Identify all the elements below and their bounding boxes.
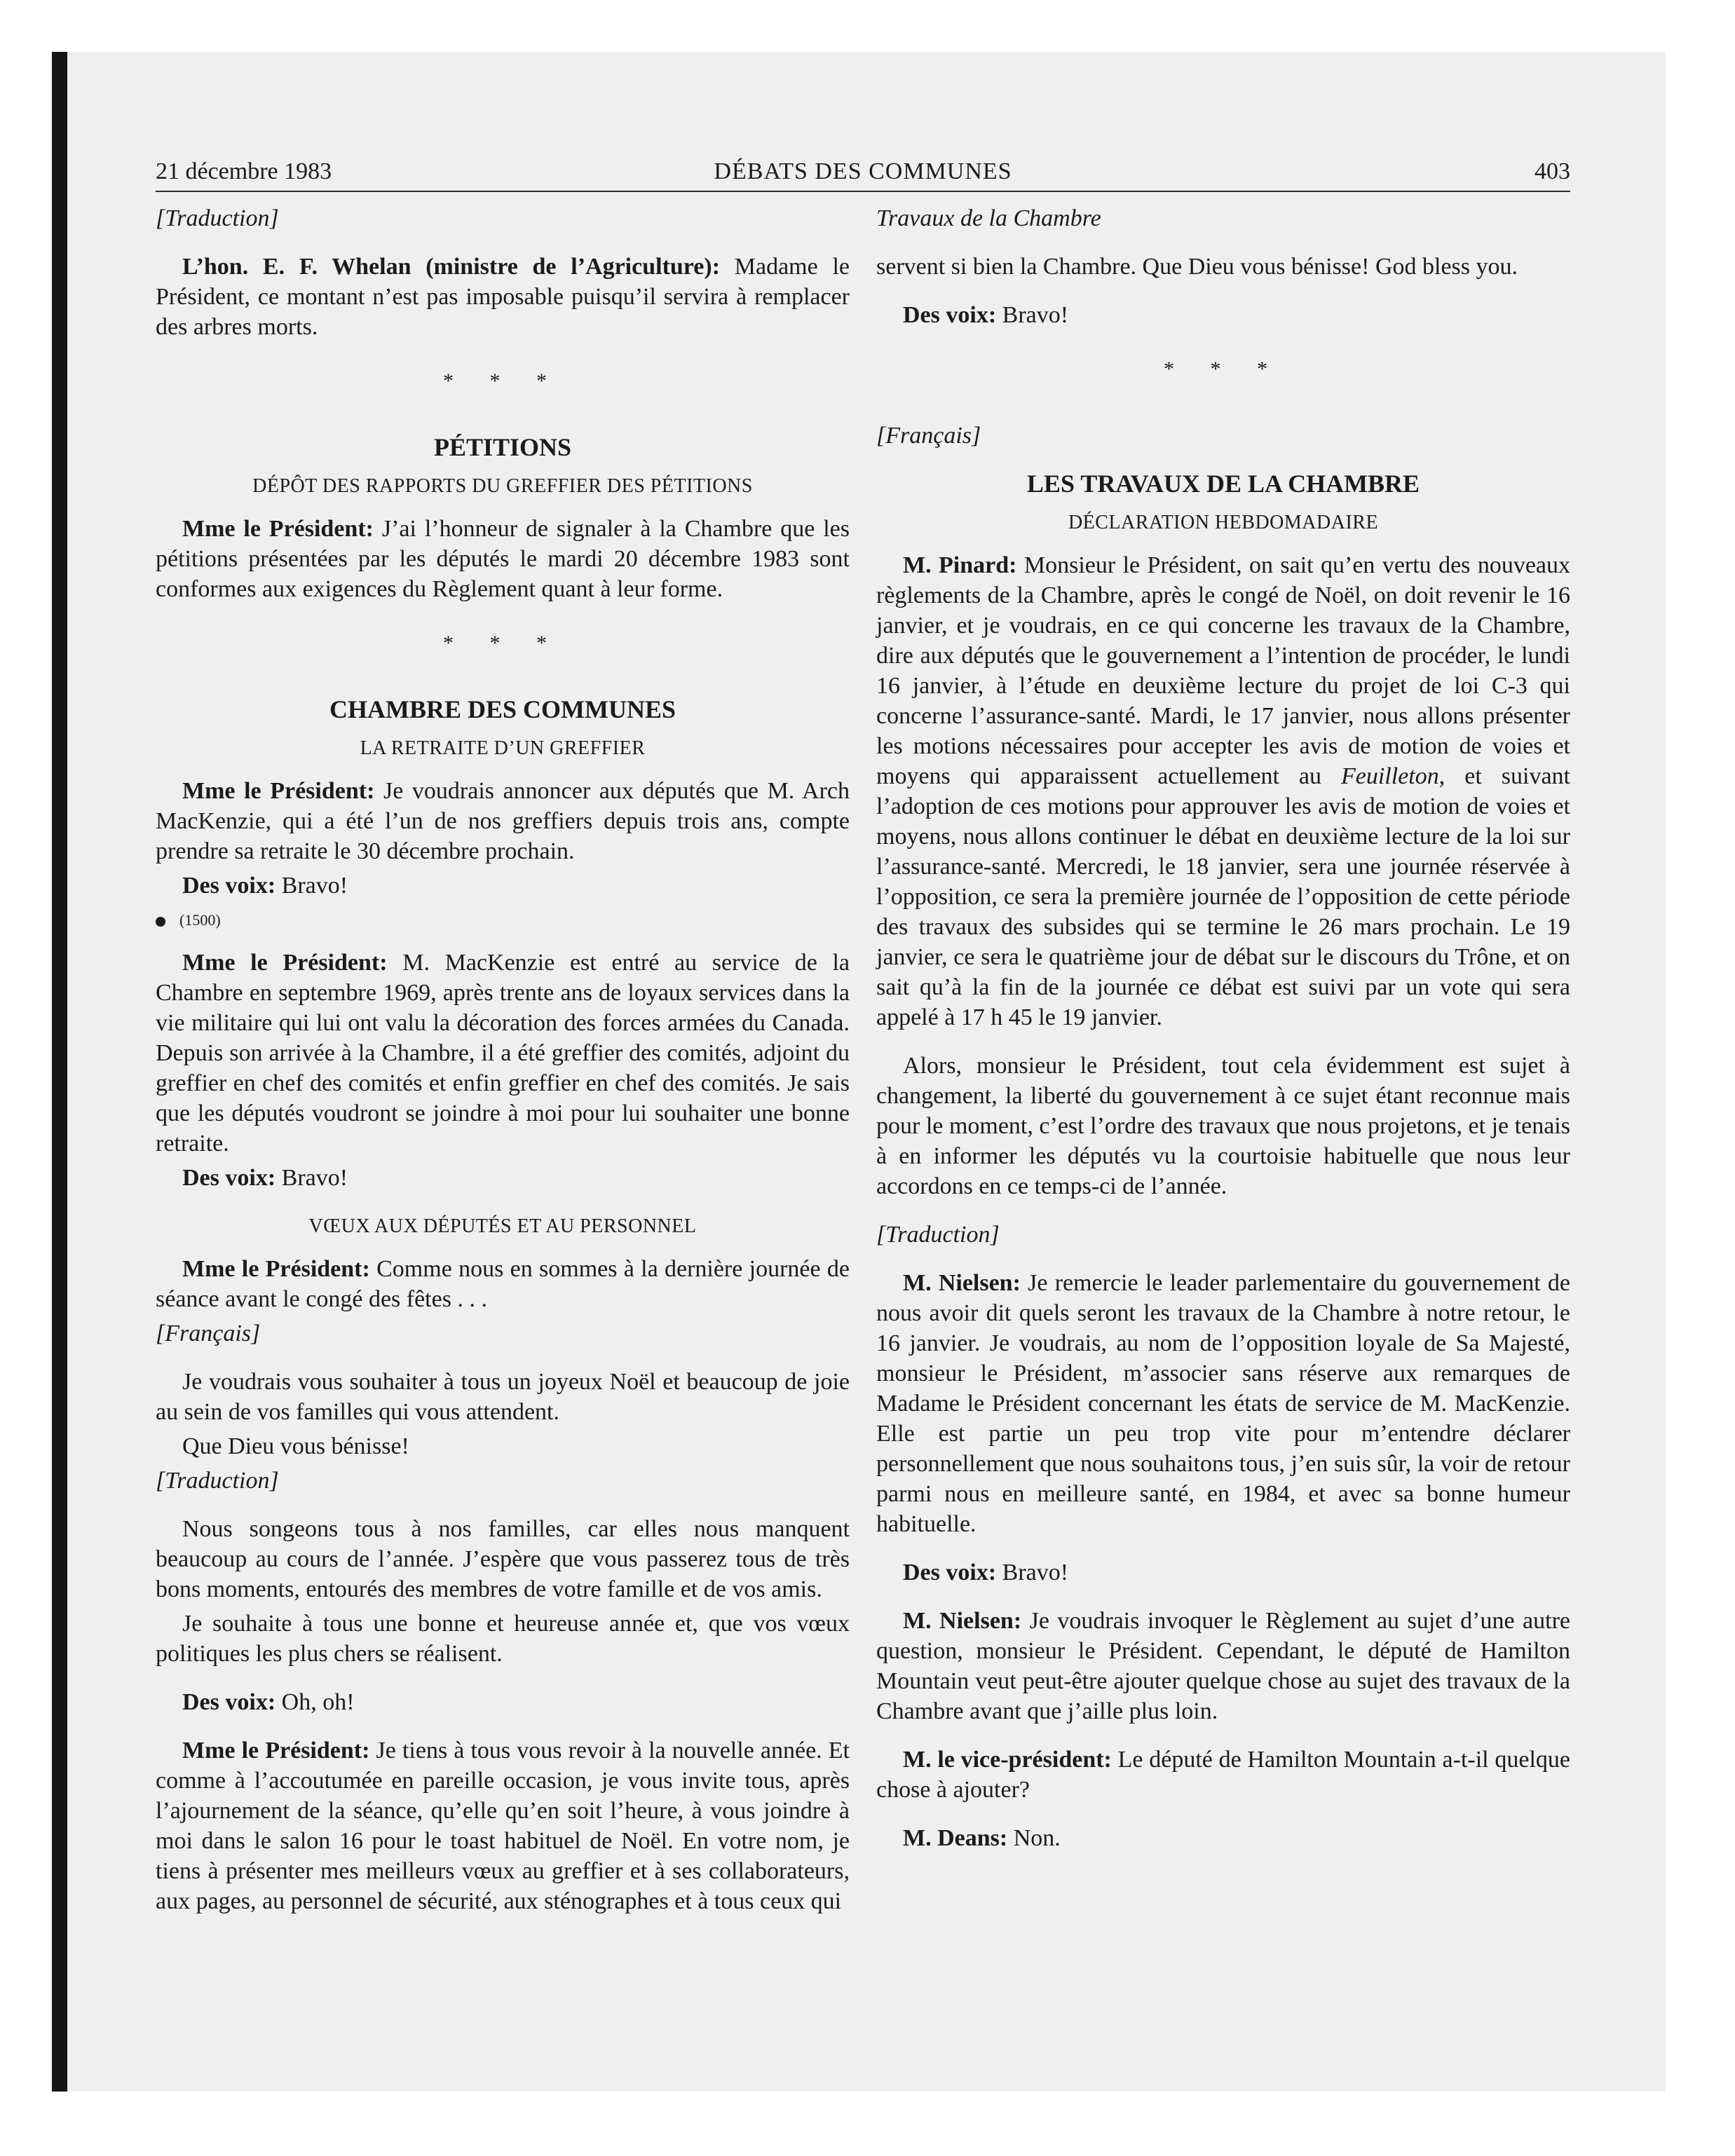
speaker-name: M. Pinard: — [903, 552, 1017, 578]
speech-text: Non. — [1007, 1825, 1061, 1851]
time-marker-text: (1500) — [179, 911, 221, 929]
paragraph — [156, 948, 850, 1159]
speaker-name: Mme le Président: — [182, 1256, 370, 1282]
speaker-name: M. Nielsen: — [903, 1270, 1021, 1296]
speech-text: J’ai l’honneur de signaler à la Chambre que les pétitions présentées par les députés le mardi 20 décembre 1983 sont conformes aux exigences du Règlement quant à leur forme. — [156, 516, 850, 602]
speech-text: Bravo! — [275, 873, 348, 899]
paragraph — [156, 776, 850, 866]
speech-text: Je voudrais annoncer aux députés que M. Arch MacKenzie, qui a été l’un de nos greffiers depuis trois ans, compte prendre sa retraite le 30 décembre prochain. — [156, 778, 850, 864]
speech-text: Je remercie le leader parlementaire du gouvernement de nous avoir dit quels seront les travaux de la Chambre à notre retour, le 16 janvier. Je voudrais, au nom de l’opposition loyale de Sa Majesté, monsieur le Président, m’associer sans réserve aux remarques de Madame le Président concernant les états de service de M. MacKenzie. Elle est partie un peu trop vite pour m’entendre déclarer personnellement que nous souhaitons tous, j’en suis sûr, la voir de retour parmi nous en meilleure santé, en 1984, et avec sa bonne humeur habituelle. — [876, 1270, 1571, 1537]
page-header — [156, 156, 1570, 192]
speaker-name: M. le vice-président: — [903, 1747, 1112, 1773]
paragraph — [876, 1745, 1570, 1805]
section-separator: * * * — [443, 632, 562, 655]
paragraph: Que Dieu vous bénisse! — [182, 1433, 409, 1459]
left-column — [156, 203, 850, 1935]
scan-edge — [52, 52, 67, 2092]
header-page-number: 403 — [1535, 158, 1570, 184]
section-subheading: DÉPÔT DES RAPPORTS DU GREFFIER DES PÉTITIONS — [252, 475, 753, 497]
section-heading: LES TRAVAUX DE LA CHAMBRE — [1026, 470, 1420, 498]
header-date: 21 décembre 1983 — [156, 158, 332, 184]
paragraph — [156, 1735, 850, 1916]
language-tag: [Traduction] — [156, 205, 279, 231]
speaker-name: L’hon. E. F. Whelan (ministre de l’Agriculture): — [182, 254, 721, 280]
right-column — [876, 203, 1570, 1871]
speaker-name: Des voix: — [182, 873, 276, 899]
paragraph: Je voudrais vous souhaiter à tous un joyeux Noël et beaucoup de joie au sein de vos familles qui vous attendent. — [156, 1369, 850, 1425]
section-heading: CHAMBRE DES COMMUNES — [329, 695, 676, 723]
language-tag: [Français] — [876, 423, 981, 449]
speech-text: M. MacKenzie est entré au service de la Chambre en septembre 1969, après trente ans de loyaux services dans la vie militaire qui lui ont valu la décoration des forces armées du Canada. Depuis son arrivée à la Chambre, il a été greffier des comités, adjoint du greffier en chef des comités et enfin greffier en chef des comités. Je sais que les députés voudront se joindre à moi pour lui souhaiter une bonne retraite. — [156, 950, 850, 1157]
paragraph — [156, 1254, 850, 1314]
paragraph — [876, 550, 1570, 1032]
speaker-name: Mme le Président: — [182, 1738, 370, 1763]
section-subheading: VŒUX AUX DÉPUTÉS ET AU PERSONNEL — [308, 1215, 697, 1237]
speaker-name: Des voix: — [182, 1165, 276, 1191]
running-head: Travaux de la Chambre — [876, 205, 1101, 231]
paragraph — [156, 252, 850, 342]
paragraph — [156, 1687, 850, 1717]
paragraph: Je souhaite à tous une bonne et heureuse année et, que vos vœux politiques les plus chers se réalisent. — [156, 1611, 850, 1667]
italic-term: Feuilleton — [1341, 763, 1439, 789]
speaker-name: Mme le Président: — [182, 950, 388, 976]
paragraph — [876, 1606, 1570, 1726]
speech-text: Comme nous en sommes à la dernière journée de séance avant le congé des fêtes . . . — [156, 1256, 850, 1312]
speaker-name: Des voix: — [903, 302, 997, 328]
speech-text: Bravo! — [996, 1560, 1069, 1585]
speech-text: , et suivant l’adoption de ces motions pour approuver les avis de motion de voies et moyens, nous allons continuer le débat en deuxième lecture de la loi sur l’assurance-santé. Mercredi, le 18 janvier, sera une journée réservée à l’opposition, ce sera la première journée de l’opposition de cette période des travaux des subsides qui se termine le 26 mars prochain. Le 19 janvier, ce sera le quatrième jour de débat sur le discours du Trône, et on sait qu’à la fin de la journée ce débat est suivi par un vote qui sera appelé à 17 h 45 le 19 janvier. — [876, 763, 1570, 1030]
language-tag: [Français] — [156, 1321, 261, 1346]
speech-text: Le député de Hamilton Mountain a-t-il quelque chose à ajouter? — [876, 1747, 1570, 1803]
paragraph — [156, 871, 850, 901]
speaker-name: M. Nielsen: — [903, 1608, 1022, 1634]
language-tag: [Traduction] — [876, 1222, 1000, 1248]
section-separator: * * * — [443, 369, 562, 393]
speaker-name: Des voix: — [903, 1560, 997, 1585]
speech-text: Bravo! — [996, 302, 1069, 328]
time-marker — [156, 905, 850, 935]
speech-text: Je voudrais invoquer le Règlement au sujet d’une autre question, monsieur le Président. Cependant, le député de Hamilton Mountain veut peut-être ajouter quelque chose au sujet des travaux de la Chambre avant que j’aille plus loin. — [876, 1608, 1570, 1724]
section-subheading: DÉCLARATION HEBDOMADAIRE — [1068, 512, 1379, 533]
speech-text: Madame le Président, ce montant n’est pas imposable puisqu’il servira à remplacer des arbres morts. — [156, 254, 850, 340]
paragraph — [156, 1163, 850, 1193]
speech-text: Bravo! — [275, 1165, 348, 1191]
speaker-name: Des voix: — [182, 1689, 276, 1715]
section-subheading: LA RETRAITE D’UN GREFFIER — [360, 737, 646, 759]
speech-text: Monsieur le Président, on sait qu’en vertu des nouveaux règlements de la Chambre, après le congé de Noël, on doit revenir le 16 janvier, et je voudrais, en ce qui concerne les travaux de la Chambre, dire aux députés que le gouvernement a l’intention de procéder, le lundi 16 janvier, à l’étude en deuxième lecture du projet de loi C-3 qui concerne l’assurance-santé. Mardi, le 17 janvier, nous allons présenter les motions nécessaires pour accepter les avis de motion de voies et moyens qui apparaissent actuellement au — [876, 552, 1570, 789]
paragraph: Nous songeons tous à nos familles, car elles nous manquent beaucoup au cours de l’année. J’espère que vous passerez tous de très bons moments, entourés des membres de votre famille et de vos amis. — [156, 1516, 850, 1602]
speaker-name: Mme le Président: — [182, 516, 374, 542]
paragraph — [876, 300, 1570, 330]
paragraph — [876, 1557, 1570, 1588]
section-separator: * * * — [1164, 357, 1283, 381]
paragraph — [876, 1823, 1570, 1853]
paragraph: Alors, monsieur le Président, tout cela évidemment est sujet à changement, la liberté du gouvernement à ce sujet étant reconnue mais pour le moment, c’est l’ordre des travaux que nous projetons, et je tenais à en informer les députés vu la courtoisie habituelle que nous leur accordons en ce temps-ci de l’année. — [876, 1053, 1570, 1199]
speech-text: Oh, oh! — [275, 1689, 355, 1715]
paragraph — [876, 1268, 1570, 1539]
paragraph: servent si bien la Chambre. Que Dieu vous bénisse! God bless you. — [876, 254, 1518, 280]
bullet-dot-icon — [156, 917, 165, 927]
speech-text: Je tiens à tous vous revoir à la nouvelle année. Et comme à l’accoutumée en pareille occasion, je vous invite tous, après l’ajournement de la séance, qu’elle qu’en soit l’heure, à vous joindre à moi dans le salon 16 pour le toast habituel de Noël. En votre nom, je tiens à présenter mes meilleurs vœux au greffier et à ses collaborateurs, aux pages, au personnel de sécurité, aux sténographes et à tous ceux qui — [156, 1738, 850, 1914]
section-heading: PÉTITIONS — [433, 433, 572, 461]
paragraph — [156, 514, 850, 604]
language-tag: [Traduction] — [156, 1468, 279, 1494]
speaker-name: M. Deans: — [903, 1825, 1008, 1851]
header-title: DÉBATS DES COMMUNES — [714, 158, 1012, 184]
speaker-name: Mme le Président: — [182, 778, 375, 804]
